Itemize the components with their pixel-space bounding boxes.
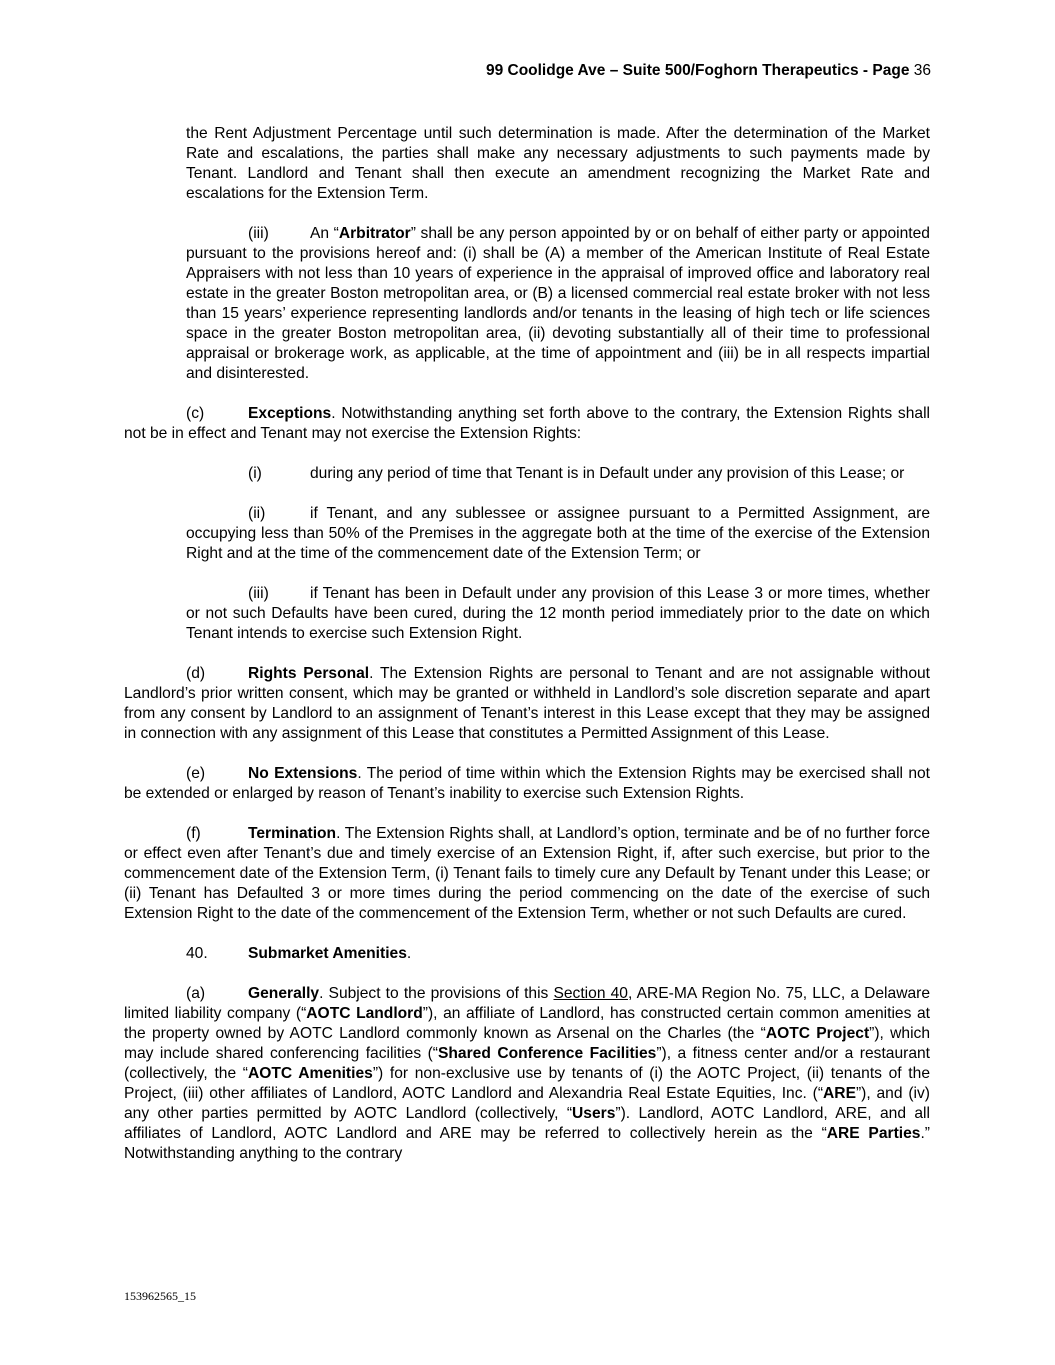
section-heading: Exceptions — [248, 405, 332, 422]
section-f-termination: (f) Termination. The Extension Rights shall, at Landlord’s option, terminate and be of no further force or effect even after Tenant’s due and timely exercise of an Extension Right, if, after such exercise, but prior to the commencement date of the Extension Term, (i) Tenant fails to timely cure any Default by Tenant under this Lease; or (ii) Tenant has Defaulted 3 or more times during the period commencing on the date of the exercise of such Extension Right to the date of the commencement of the Extension Term, whether or not such Defaults are cured. — [124, 825, 930, 922]
clause-number: (c) — [186, 405, 205, 422]
clause-number: (ii) — [248, 505, 266, 522]
defined-term: Users — [572, 1105, 616, 1122]
page-header — [486, 62, 931, 80]
section-heading: Rights Personal — [248, 665, 370, 682]
clause-number: (f) — [186, 825, 201, 842]
defined-term: AOTC Landlord — [306, 1005, 423, 1022]
clause-number: (iii) — [248, 585, 269, 602]
section-heading: Submarket Amenities — [248, 945, 407, 962]
defined-term: AOTC Amenities — [248, 1065, 373, 1082]
section-40a-generally: (a) Generally. Subject to the provisions of this Section 40, ARE-MA Region No. 75, LLC, a Delaware limited liability company (“AOTC Landlord”), an affiliate of Landlord, has constructed certain common amenities at the property owned by AOTC Landlord commonly known as Arsenal on the Charles (the “AOTC Project”), which may include shared conferencing facilities (“Shared Conference Facilities”), a fitness center and/or a restaurant (collectively, the “AOTC Amenities”) for non-exclusive use by tenants of (i) the AOTC Project, (ii) tenants of the Project, (iii) other affiliates of Landlord, AOTC Landlord and Alexandria Real Estate Equities, Inc. (“ARE”), and (iv) any other parties permitted by AOTC Landlord (collectively, “Users”). Landlord, AOTC Landlord, ARE, and all affiliates of Landlord, AOTC Landlord and ARE may be referred to collectively herein as the “ARE Parties.” Notwithstanding anything to the contrary — [124, 985, 931, 1162]
document-body — [124, 124, 930, 1184]
section-e-no-extensions: (e) No Extensions. The period of time within which the Extension Rights may be exercised shall not be extended or enlarged by reason of Tenant’s inability to exercise such Extension Rights. — [124, 765, 930, 802]
defined-term: ARE Parties — [826, 1125, 921, 1142]
clause-number: (i) — [248, 465, 262, 482]
clause-number: (iii) — [248, 225, 269, 242]
paragraph-arbitrator: (iii) An “Arbitrator” shall be any person appointed by or on behalf of either party or appointed pursuant to the provisions hereof and: (i) shall be (A) a member of the American Institute of Real Estate Appraisers with not less than 10 years of experience in the appraisal of improved office and laboratory real estate in the greater Boston metropolitan area, or (B) a licensed commercial real estate broker with not less than 15 years’ experience representing landlords and/or tenants in the leasing of high tech or life sciences space in the greater Boston metropolitan area, (ii) devoting substantially all of their time to professional appraisal or brokerage work, as applicable, at the time of appointment and (iii) be in all respects impartial and disinterested. — [186, 225, 930, 382]
clause-number: (d) — [186, 665, 206, 682]
header-title: 99 Coolidge Ave – Suite 500/Foghorn Therapeutics - Page — [485, 62, 910, 79]
defined-term: AOTC Project — [765, 1025, 870, 1042]
defined-term: Arbitrator — [338, 225, 411, 242]
clause-number: (e) — [186, 765, 206, 782]
defined-term: Shared Conference Facilities — [438, 1045, 657, 1062]
section-heading: Generally — [248, 985, 320, 1002]
page-number: 36 — [913, 62, 931, 79]
paragraph-continued: the Rent Adjustment Percentage until such determination is made. After the determination of the Market Rate and escalations, the parties shall make any necessary adjustments to such payments made by Tenant. Landlord and Tenant shall then execute an amendment recognizing the Market Rate and escalations for the Extension Term. — [186, 125, 930, 202]
section-d-rights-personal: (d) Rights Personal. The Extension Rights are personal to Tenant and are not assignable without Landlord’s prior written consent, which may be granted or withheld in Landlord’s sole discretion separate and apart from any consent by Landlord to an assignment of Tenant’s interest in this Lease except that they may be assigned in connection with any assignment of this Lease that constitutes a Permitted Assignment of this Lease. — [124, 665, 931, 742]
section-c-exceptions: (c) Exceptions. Notwithstanding anything set forth above to the contrary, the Extension Rights shall not be in effect and Tenant may not exercise the Extension Rights: — [124, 405, 930, 442]
clause-c-iii: (iii) if Tenant has been in Default under any provision of this Lease 3 or more times, whether or not such Defaults have been cured, during the 12 month period immediately prior to the date on which Tenant intends to exercise such Extension Right. — [186, 585, 930, 642]
section-40-heading: 40. Submarket Amenities. — [186, 945, 412, 962]
section-heading: Termination — [248, 825, 337, 842]
section-number: 40. — [186, 945, 208, 962]
clause-c-ii: (ii) if Tenant, and any sublessee or assignee pursuant to a Permitted Assignment, are occupying less than 50% of the Premises in the aggregate both at the time of the exercise of the Extension Right and at the time of the commencement date of the Extension Term; or — [186, 505, 930, 562]
defined-term: ARE — [823, 1085, 856, 1102]
document-id-footer: 153962565_15 — [124, 1289, 196, 1303]
section-reference: Section 40 — [553, 985, 628, 1002]
section-heading: No Extensions — [248, 765, 358, 782]
clause-c-i: (i) during any period of time that Tenant is in Default under any provision of this Lease; or — [248, 465, 905, 482]
clause-number: (a) — [186, 985, 206, 1002]
